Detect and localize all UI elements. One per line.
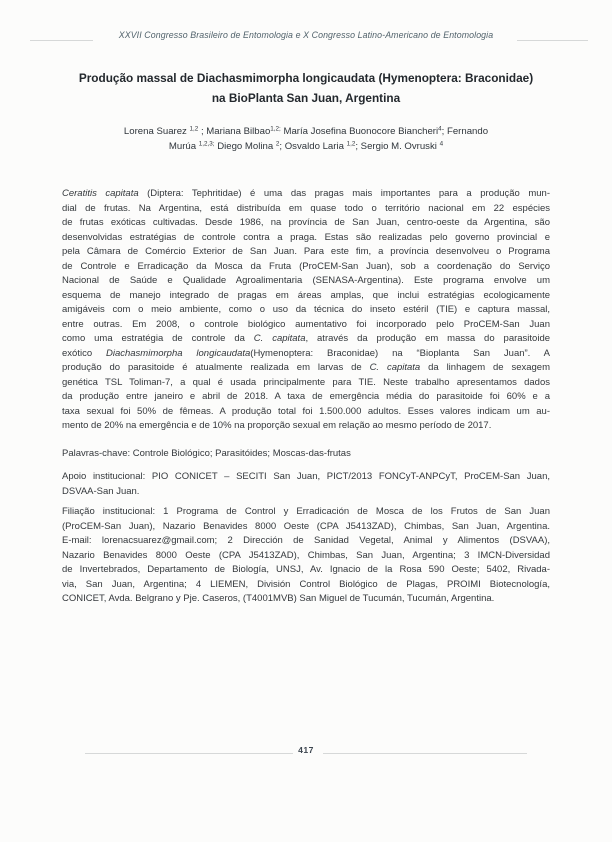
page-number: 417: [298, 745, 314, 755]
author-list: [62, 124, 550, 154]
keywords-line: [62, 447, 550, 462]
text-line: E-mail: lorenacsuarez@gmail.com; 2 Dirección de Sanidad Vegetal, Animal y Alimentos (DSVAA),: [62, 535, 550, 546]
running-head: XXVII Congresso Brasileiro de Entomologia e X Congresso Latino-Americano de Entomologia: [118, 30, 494, 40]
text-line: amigáveis com o meio ambiente, como o uso da técnica do inseto estéril (TIE) e captura massal,: [62, 304, 550, 315]
text-line: Nacional de Saúde e Qualidade Agroalimentaria (SENASA-Argentina). Este programa envolve um: [62, 275, 550, 286]
text-line: genética TSL Toliman-7, a qual é usada principalmente para TIE. Neste trabalho apresentamos dados: [62, 376, 550, 388]
text-line: Murúa $^{1,2,3;}$ Diego Molina $^2$; Osvaldo Laria $^{1,2}$; Sergio M. Ovruski $^4$: [168, 140, 444, 152]
text-line: CONICET, Avda. Belgrano y Pje. Caseros, (T4001MVB) San Miguel de Tucumán, Tucumán, Argentina.: [62, 593, 495, 604]
text-line: taxa sexual foi 50% de fêmeas. A produção total foi 1.500.000 adultos. Esses valores indicam um au-: [62, 405, 550, 417]
abstract-paragraph: [62, 187, 550, 434]
text-line: Apoio institucional: PIO CONICET – SECITI San Juan, PICT/2013 FONCyT-ANPCyT, ProCEM-San Juan,: [62, 471, 550, 482]
institutional-affiliation-paragraph: [62, 505, 550, 607]
text-line: Lorena Suarez $^{1,2}$ ; Mariana Bilbao$^{1,2;}$ María Josefina Buonocore Biancheri$^4$; Fernando: [123, 125, 489, 137]
text-line: de frutas exóticas cultivadas. Desde 1986, na província de San Juan, centro-oeste da Argentina, são: [62, 217, 550, 228]
text-line: exótico Diachasmimorpha longicaudata(Hymenoptera: Braconidae) na “Bioplanta San Juan”. A: [62, 347, 550, 359]
text-line: Nazario Benavides 8000 Oeste (CPA J5413ZAD), Chimbas, San Juan, Argentina; 3 IMCN-Diversidad: [62, 549, 550, 561]
institutional-support-paragraph: [62, 470, 550, 499]
text-line: de Invertebrados, Departamento de Biología, UNSJ, Av. Ignacio de la Rosa 590 Oeste; 5402, Rivada-: [62, 564, 550, 575]
text-line: entre outras. Em 2008, o controle biológico aumentativo foi incorporado pelo ProCEM-San Juan: [62, 318, 550, 330]
header-rule-left: [30, 40, 93, 41]
header-rule-right: [517, 40, 588, 41]
text-line: esquema de manejo integrado de pragas em áreas amplas, que inclui estratégias ecologicamente: [62, 289, 550, 301]
text-line: mento de 20% na emergência e de 10% na proporção sexual em relação ao mesmo período de 2017.: [62, 420, 492, 431]
text-line: de Controle e Erradicação da Mosca da Fruta (ProCEM-San Juan), sob a coordenação do Serviço: [62, 260, 550, 272]
text-line: da produção entre janeiro e abril de 2018. A taxa de emergência média do parasitoide foi 60% e a: [62, 391, 550, 402]
paper-title: [55, 69, 557, 108]
text-line: Palavras-chave: Controle Biológico; Parasitóides; Moscas-das-frutas: [62, 448, 351, 459]
text-line: pela Câmara de Comércio Exterior de San Juan. Para este fim, a província desenvolveu o Programa: [62, 246, 550, 257]
text-line: (ProCEM-San Juan), Nazario Benavides 8000 Oeste (CPA J5413ZAD), Chimbas, San Juan, Argentina.: [62, 520, 550, 532]
text-line: dial de frutas. Na Argentina, está distribuída em quase todo o território nacional em 22 espécies: [62, 202, 550, 214]
text-line: produção do parasitoide é atualmente realizada em larvas de C. capitata da linhagem de sexagem: [62, 362, 551, 373]
text-line: desenvolvidas estratégias de controle contra a praga. Estas são realizadas pelo governo provincial e: [62, 231, 550, 243]
text-line: como uma estratégia de controle da C. capitata, através da produção em massa do parasitoide: [62, 333, 551, 344]
text-line: DSVAA-San Juan.: [62, 485, 140, 497]
text-line: na BioPlanta San Juan, Argentina: [211, 90, 401, 105]
text-line: Filiação institucional: 1 Programa de Control y Erradicación de Mosca de los Frutos de San Juan: [62, 506, 550, 517]
text-line: via, San Juan, Argentina; 4 LIEMEN, División Control Biológico de Plagas, PROIMI Biotecnología,: [62, 578, 550, 590]
text-line: Ceratitis capitata (Diptera: Tephritidae) é uma das pragas mais importantes para a produção mun-: [62, 188, 550, 199]
text-line: Produção massal de Diachasmimorpha longicaudata (Hymenoptera: Braconidae): [78, 71, 534, 85]
